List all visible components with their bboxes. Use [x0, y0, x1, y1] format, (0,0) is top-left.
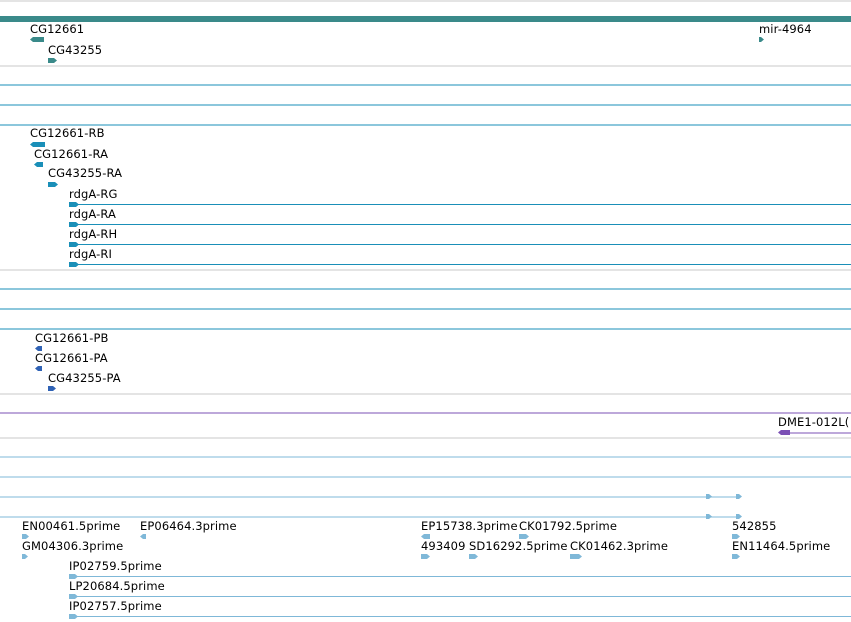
- protein-label: CG43255-PA: [48, 371, 121, 385]
- transposon-feature[interactable]: [778, 430, 790, 435]
- est-label: CK01792.5prime: [519, 519, 618, 533]
- gene-feature[interactable]: [48, 58, 57, 63]
- transposon-label: DME1-012L(: [778, 415, 850, 429]
- est-label: EN11464.5prime: [732, 539, 831, 553]
- transcript-label: rdgA-RH: [69, 227, 118, 241]
- est-feature[interactable]: [706, 514, 712, 519]
- est-label: EN00461.5prime: [22, 519, 121, 533]
- est-feature[interactable]: [69, 614, 78, 619]
- gene-label: mir-4964: [759, 22, 812, 36]
- est-label: IP02759.5prime: [69, 559, 162, 573]
- est-label: SD16292.5prime: [469, 539, 568, 553]
- transcript-label: rdgA-RG: [69, 187, 118, 201]
- transcript-feature[interactable]: [34, 162, 43, 167]
- gene-label: CG43255: [48, 43, 103, 57]
- est-label: 542855: [732, 519, 777, 533]
- gene-feature[interactable]: [30, 37, 44, 42]
- protein-feature[interactable]: [48, 386, 56, 391]
- transcript-label: CG12661-RB: [30, 126, 105, 140]
- est-feature[interactable]: [706, 494, 712, 499]
- protein-label: CG12661-PB: [35, 331, 109, 345]
- est-label: LP20684.5prime: [69, 579, 165, 593]
- est-label: EP06464.3prime: [140, 519, 237, 533]
- est-label: 493409: [421, 539, 466, 553]
- est-feature[interactable]: [732, 554, 740, 559]
- est-feature[interactable]: [421, 554, 430, 559]
- protein-feature[interactable]: [35, 366, 42, 371]
- transcript-label: CG43255-RA: [48, 166, 123, 180]
- transcript-feature[interactable]: [69, 262, 79, 267]
- gene-span-bar[interactable]: [0, 16, 851, 22]
- gene-feature[interactable]: [759, 37, 764, 42]
- est-label: GM04306.3prime: [22, 539, 124, 553]
- est-feature[interactable]: [140, 534, 146, 539]
- est-label: EP15738.3prime: [421, 519, 518, 533]
- est-feature[interactable]: [469, 554, 478, 559]
- est-label: IP02757.5prime: [69, 599, 162, 613]
- est-feature[interactable]: [570, 554, 582, 559]
- est-feature[interactable]: [22, 554, 28, 559]
- protein-label: CG12661-PA: [35, 351, 108, 365]
- transcript-label: CG12661-RA: [34, 147, 109, 161]
- transcript-label: rdgA-RA: [69, 207, 116, 221]
- gene-label: CG12661: [30, 22, 85, 36]
- transcript-label: rdgA-RI: [69, 247, 112, 261]
- est-feature[interactable]: [736, 494, 742, 499]
- transcript-feature[interactable]: [48, 182, 58, 187]
- est-label: CK01462.3prime: [570, 539, 669, 553]
